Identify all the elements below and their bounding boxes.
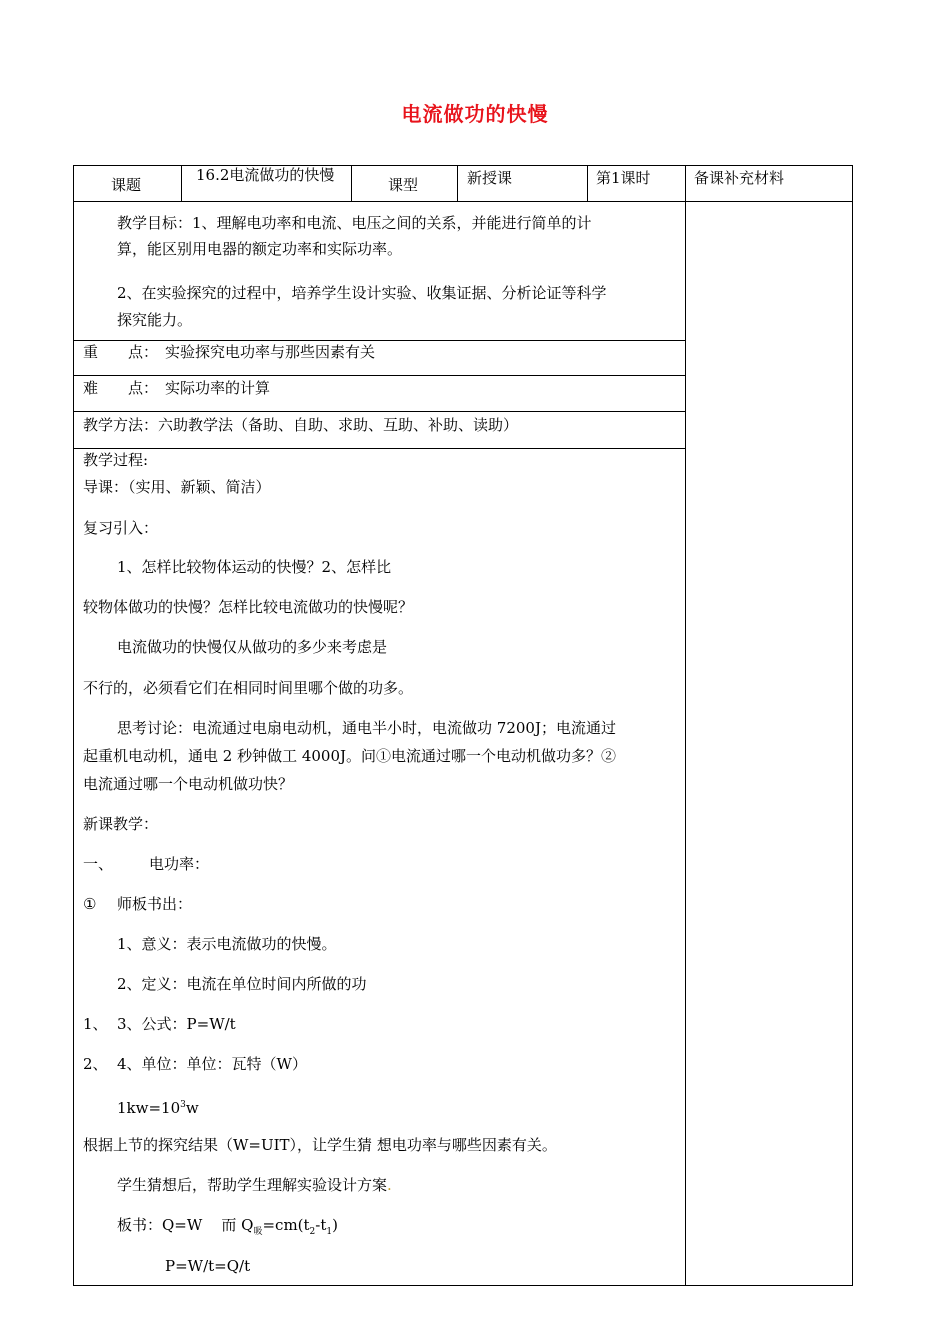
lesson-type-value: 新授课 <box>467 169 513 187</box>
topic-value: 16.2电流做功的快慢 <box>196 166 335 184</box>
paragraph: 学生猜想后，帮助学生理解实验设计方案. <box>117 1176 392 1194</box>
intro-line: 导课：（实用、新颖、简洁） <box>83 478 271 496</box>
difficulty-label: 难 点： <box>83 379 159 397</box>
paragraph: 师板书出： <box>117 895 193 913</box>
list-marker: ① <box>83 895 97 913</box>
formula-line: 3、公式：P=W/t <box>117 1015 236 1033</box>
difficulty-text: 实际功率的计算 <box>165 379 271 397</box>
new-lesson-heading: 新课教学： <box>83 815 159 833</box>
process-heading: 教学过程: <box>83 451 149 469</box>
key-point-label: 重 点： <box>83 343 159 361</box>
board-formula: 板书：Q=W 而 $Q_吸=cm(t_2-t_1)$ <box>117 1216 338 1237</box>
list-marker: 1、 <box>83 1015 108 1033</box>
unit-line: 4、单位：单位：瓦特（W） <box>117 1055 307 1073</box>
objective-line: 2、在实验探究的过程中，培养学生设计实验、收集证据、分析论证等科学 <box>117 284 607 302</box>
board-formula: P=W/t=Q/t <box>165 1257 251 1275</box>
section-number: 一、 <box>83 855 114 873</box>
topic-label: 课题 <box>111 176 142 194</box>
lesson-period: 第1课时 <box>596 169 651 187</box>
key-point-text: 实验探究电功率与那些因素有关 <box>165 343 376 361</box>
lesson-type-label: 课型 <box>388 176 419 194</box>
page-title: 电流做功的快慢 <box>401 102 549 126</box>
paragraph: 根据上节的探究结果（W=UIT），让学生猜 想电功率与哪些因素有关。 <box>83 1136 557 1154</box>
paragraph: 电流做功的快慢仅从做功的多少来考虑是 <box>117 638 388 656</box>
unit-conversion: $1kw=10^3w$ <box>117 1099 199 1117</box>
objective-line: 教学目标：1、理解电功率和电流、电压之间的关系，并能进行简单的计 <box>117 214 592 232</box>
teaching-method: 教学方法：六助教学法（备助、自助、求助、互助、补助、读助） <box>83 416 519 434</box>
paragraph: 1、意义：表示电流做功的快慢。 <box>117 935 337 953</box>
paragraph: 电流通过哪一个电动机做功快？ <box>83 775 294 793</box>
objective-line: 算，能区别用电器的额定功率和实际功率。 <box>117 240 403 258</box>
paragraph: 思考讨论：电流通过电扇电动机，通电半小时，电流做功 7200J；电流通过 <box>117 719 616 737</box>
paragraph: 不行的，必须看它们在相同时间里哪个做的功多。 <box>83 679 414 697</box>
review-heading: 复习引入： <box>83 519 159 537</box>
paragraph: 2、定义：电流在单位时间内所做的功 <box>117 975 367 993</box>
list-marker: 2、 <box>83 1055 108 1073</box>
section-title: 电功率： <box>149 855 210 873</box>
paragraph: 较物体做功的快慢？怎样比较电流做功的快慢呢？ <box>83 598 414 616</box>
paragraph: 起重机电动机，通电 2 秒钟做工 4000J。问①电流通过哪一个电动机做功多？② <box>83 747 617 765</box>
paragraph: 1、怎样比较物体运动的快慢？2、怎样比 <box>117 558 392 576</box>
objective-line: 探究能力。 <box>117 311 193 329</box>
supplement-header: 备课补充材料 <box>694 169 785 187</box>
